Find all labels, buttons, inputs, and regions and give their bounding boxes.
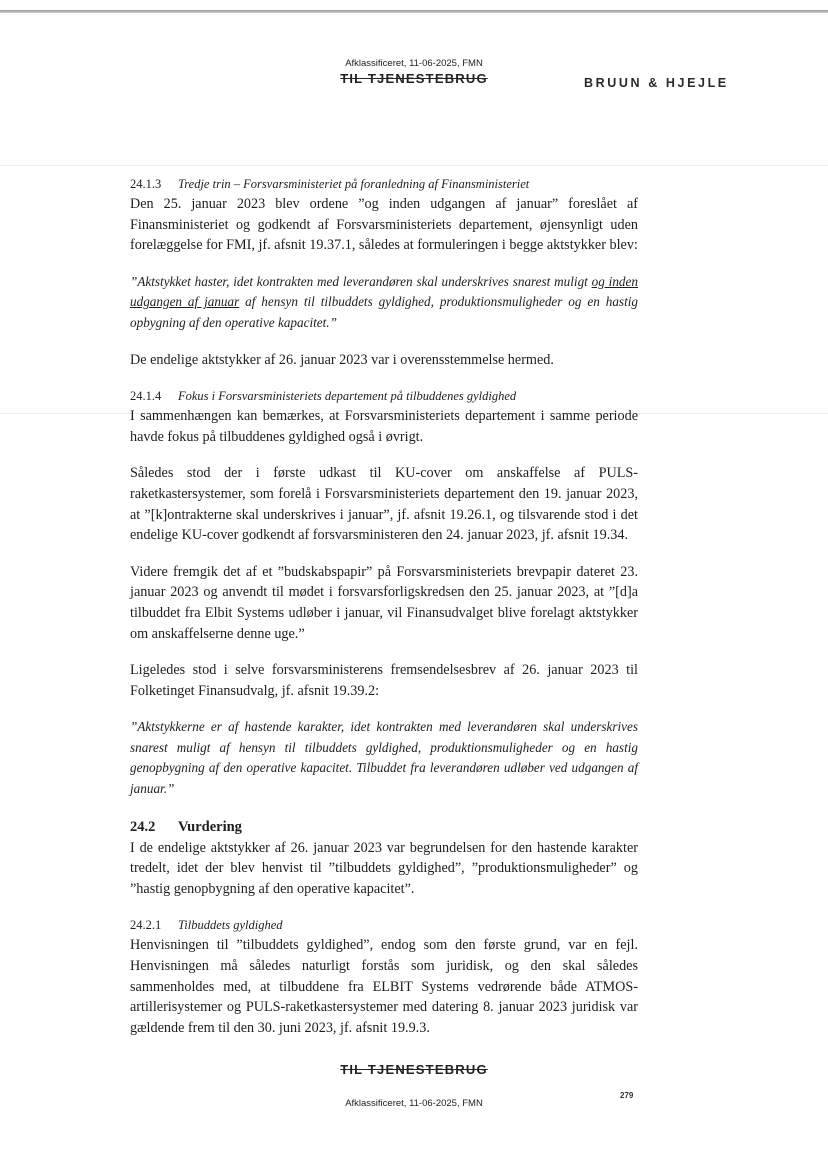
footer-declassified-stamp: Afklassificeret, 11-06-2025, FMN <box>345 1098 483 1109</box>
paragraph: Ligeledes stod i selve forsvarsministerens fremsendelsesbrev af 26. januar 2023 til Folketinget Finansudvalg, jf. afsnit 19.39.2: <box>130 662 638 699</box>
quote-underlined-text: og inden udgangen af januar <box>130 273 638 310</box>
subsection-number: 24.2.1 <box>130 918 162 933</box>
brand-logo: BRUUN & HJEJLE <box>584 76 729 90</box>
subsection-heading-24-1-4 <box>130 386 638 406</box>
footer-classification: TIL TJENESTEBRUG <box>340 1062 488 1077</box>
section-number: 24.2 <box>130 818 156 835</box>
section-title: Vurdering <box>178 818 242 835</box>
paragraph: Henvisningen til ”tilbuddets gyldighed”, endog som den første grund, var en fejl. Henvisningen må således naturligt forstås som juridisk, og den skal således sammenholdes med, at tilbuddene fra ELBIT Systems vedrørende både ATMOS-artillerisystemer og PULS-raketkastersystemer med datering 8. januar 2023 juridisk var gældende frem til den 30. juni 2023, jf. afsnit 19.9.3. <box>130 937 638 1036</box>
block-quote <box>130 272 638 334</box>
subsection-title: Fokus i Forsvarsministeriets departement på tilbuddenes gyldighed <box>178 389 517 404</box>
section-heading-24-2 <box>130 816 638 838</box>
document-body <box>130 174 638 1054</box>
subsection-title: Tredje trin – Forsvarsministeriet på foranledning af Finansministeriet <box>178 177 530 191</box>
paragraph: Videre fremgik det af et ”budskabspapir” på Forsvarsministeriets brevpapir dateret 23. januar 2023 og anvendt til mødet i forsvarsforligskredsen den 25. januar 2023, at ”[d]a tilbuddet fra Elbit Systems udløber i januar, vil Finansudvalget blive forelagt aktstykker om anskaffelserne denne uge.” <box>130 563 638 642</box>
quote-text: ”Aktstykket haster, idet kontrakten med leverandøren skal underskrives snarest muligt <box>130 273 592 289</box>
block-quote: ”Aktstykkerne er af hastende karakter, idet kontrakten med leverandøren skal underskrives snarest muligt af hensyn til tilbuddets gyldighed, produktionsmuligheder og en hastig genopbygning af den operative kapacitet. Tilbuddet fra leverandøren udløber ved udgangen af januar.” <box>130 719 638 797</box>
paragraph: I sammenhængen kan bemærkes, at Forsvarsministeriets departement i samme periode havde fokus på tilbuddenes gyldighed også i øvrigt. <box>130 408 638 445</box>
subsection-number: 24.1.4 <box>130 389 162 404</box>
subsection-heading-24-2-1 <box>130 915 638 935</box>
page-number: 279 <box>620 1091 634 1100</box>
quote-text: af hensyn til tilbuddets gyldighed, produktionsmuligheder og en hastig opbygning af den operative kapacitet.” <box>130 294 638 330</box>
subsection-heading-24-1-3 <box>130 174 638 194</box>
subsection-title: Tilbuddets gyldighed <box>178 918 283 933</box>
paragraph: I de endelige aktstykker af 26. januar 2023 var begrundelsen for den hastende karakter tredelt, idet der blev henvist til ”tilbuddets gyldighed”, ”produktionsmuligheder” og ”hastig genopbygning af den operative kapacitet”. <box>130 839 638 897</box>
header-classification: TIL TJENESTEBRUG <box>340 71 488 86</box>
subsection-number: 24.1.3 <box>130 177 162 191</box>
paragraph: Den 25. januar 2023 blev ordene ”og inden udgangen af januar” foreslået af Finansministeriet og godkendt af Forsvarsministeriets departement, øjensynligt uden forelæggelse for FMI, jf. afsnit 19.37.1, således at formuleringen i begge aktstykker blev: <box>130 196 638 254</box>
scan-artifact-line <box>0 165 828 166</box>
scan-edge <box>0 10 828 13</box>
paragraph: De endelige aktstykker af 26. januar 2023 var i overensstemmelse hermed. <box>130 351 554 368</box>
paragraph: Således stod der i første udkast til KU-cover om anskaffelse af PULS-raketkastersystemer, som forelå i Forsvarsministeriets departement den 19. januar 2023, at ”[k]ontrakterne skal underskrives i januar”, jf. afsnit 19.26.1, og tilsvarende stod i det endelige KU-cover godkendt af forsvarsministeren den 24. januar 2023, jf. afsnit 19.34. <box>130 465 638 544</box>
header-declassified-stamp: Afklassificeret, 11-06-2025, FMN <box>345 58 483 69</box>
